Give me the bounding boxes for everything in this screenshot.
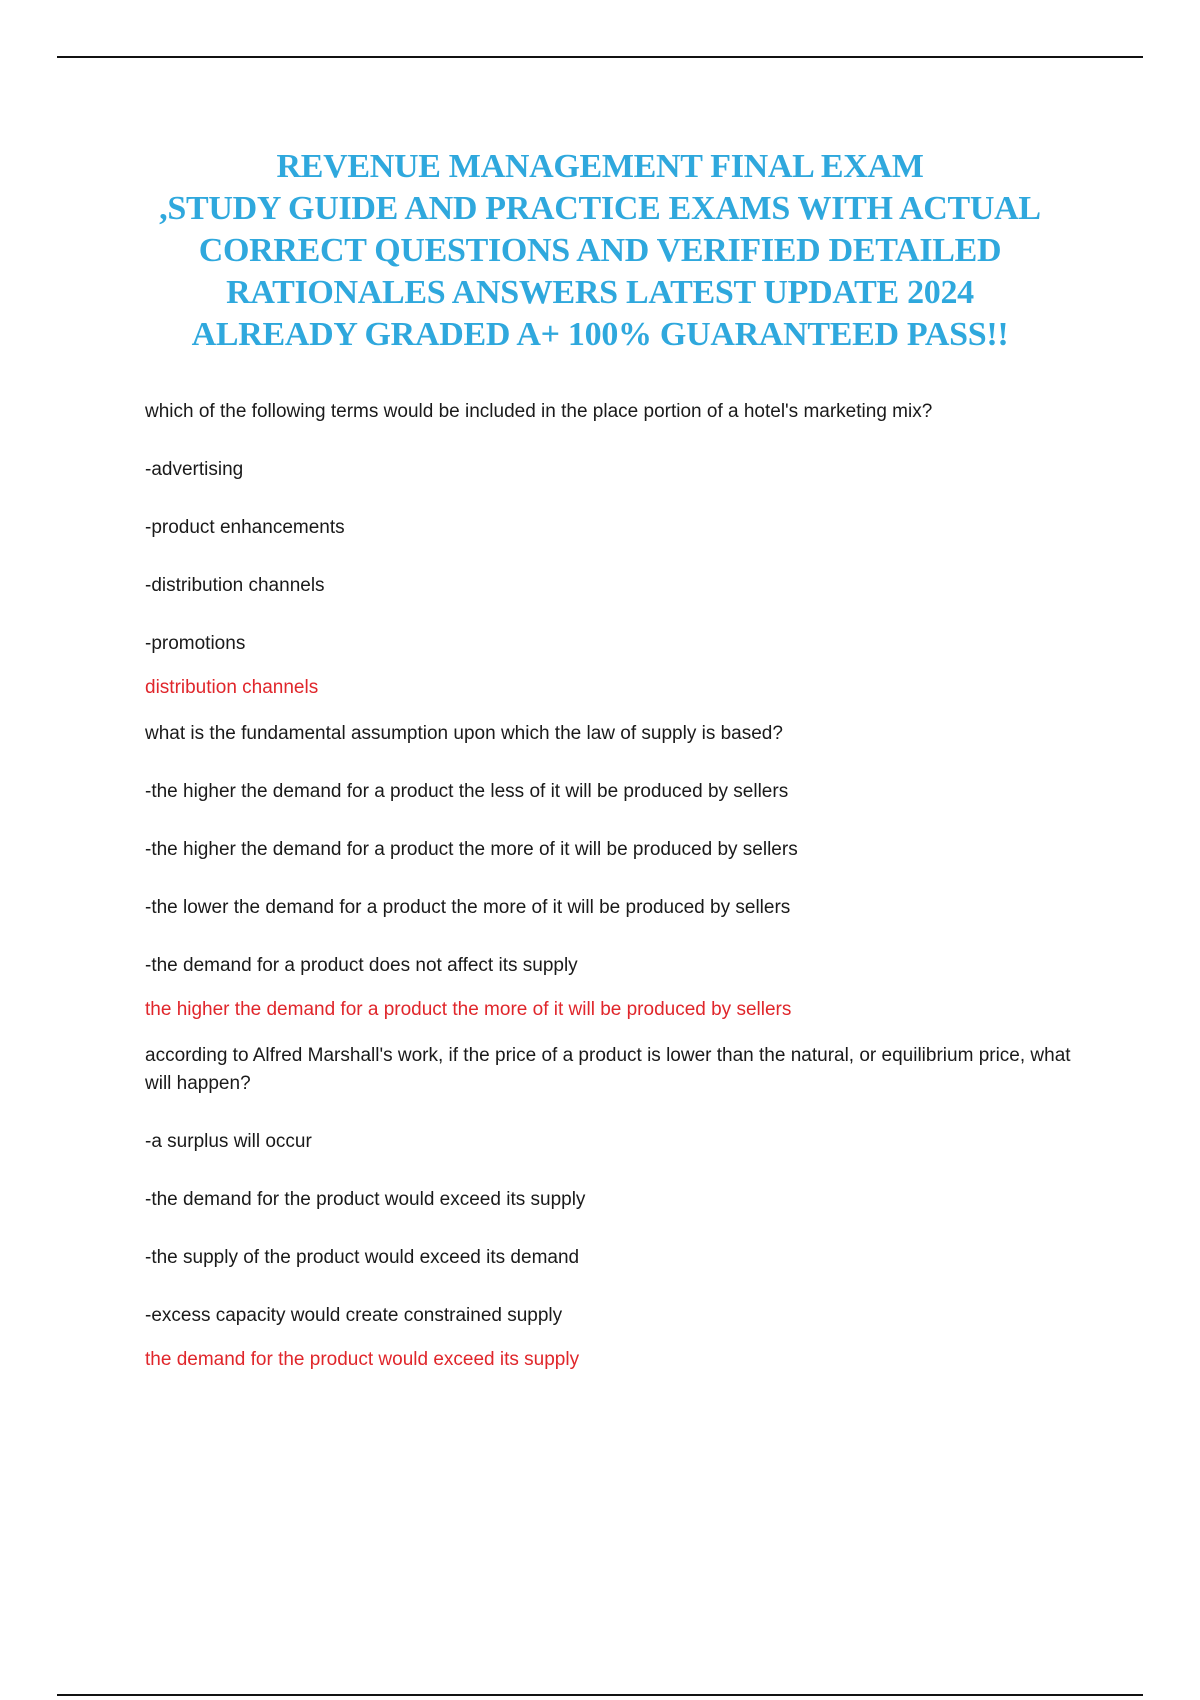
- bottom-divider: [57, 1694, 1143, 1696]
- answer-option: -the lower the demand for a product the more of it will be produced by sellers: [145, 897, 791, 918]
- question-text: what is the fundamental assumption upon which the law of supply is based?: [145, 723, 783, 744]
- title-line: CORRECT QUESTIONS AND VERIFIED DETAILED: [198, 232, 1002, 269]
- answer-option: -excess capacity would create constrained supply: [145, 1305, 563, 1326]
- question-block: [145, 720, 1085, 1024]
- title-line: ALREADY GRADED A+ 100% GUARANTEED PASS!!: [191, 316, 1009, 353]
- answer-option: -the demand for the product would exceed its supply: [145, 1189, 586, 1210]
- top-divider: [57, 56, 1143, 58]
- document-title: [140, 146, 1060, 356]
- question-text: which of the following terms would be included in the place portion of a hotel's marketing mix?: [145, 401, 933, 422]
- correct-answer: distribution channels: [145, 677, 319, 698]
- answer-option: -product enhancements: [145, 517, 345, 538]
- title-line: REVENUE MANAGEMENT FINAL EXAM: [276, 148, 924, 185]
- question-list: [145, 398, 1085, 1374]
- answer-option: -the supply of the product would exceed its demand: [145, 1247, 580, 1268]
- question-text: according to Alfred Marshall's work, if the price of a product is lower than the natural, or equilibrium price, what will happen?: [145, 1045, 1071, 1094]
- correct-answer: the demand for the product would exceed its supply: [145, 1349, 580, 1370]
- title-line: ,STUDY GUIDE AND PRACTICE EXAMS WITH ACTUAL: [159, 190, 1041, 227]
- answer-option: -the demand for a product does not affect its supply: [145, 955, 578, 976]
- title-line: RATIONALES ANSWERS LATEST UPDATE 2024: [226, 274, 974, 311]
- answer-option: -advertising: [145, 459, 244, 480]
- answer-option: -the higher the demand for a product the more of it will be produced by sellers: [145, 839, 798, 860]
- answer-option: -promotions: [145, 633, 246, 654]
- answer-option: -the higher the demand for a product the less of it will be produced by sellers: [145, 781, 789, 802]
- correct-answer: the higher the demand for a product the more of it will be produced by sellers: [145, 999, 792, 1020]
- answer-option: -distribution channels: [145, 575, 325, 596]
- answer-option: -a surplus will occur: [145, 1131, 312, 1152]
- question-block: [145, 1042, 1085, 1374]
- question-block: [145, 398, 1085, 702]
